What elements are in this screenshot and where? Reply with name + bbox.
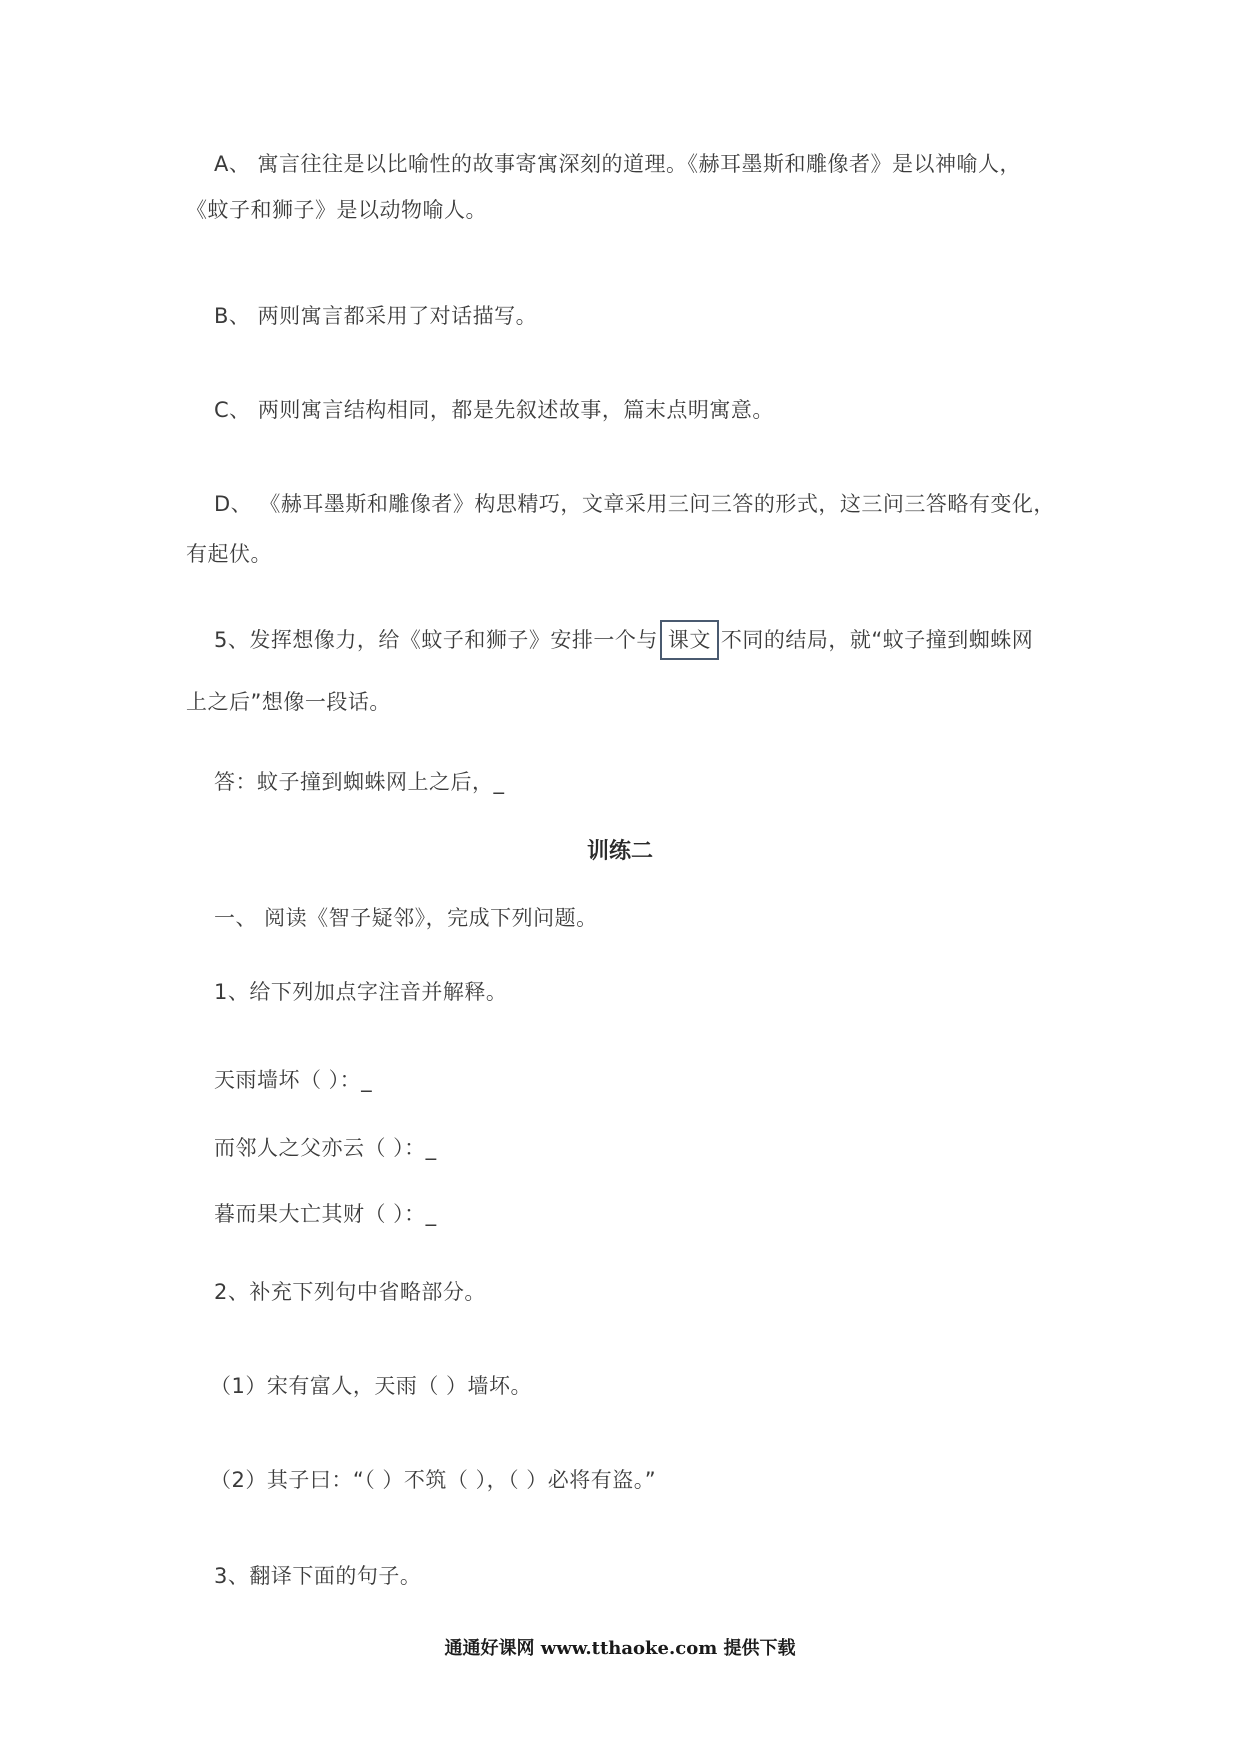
- question-2: 2、补充下列句中省略部分。: [214, 1280, 486, 1304]
- question-5-text-after: 不同的结局，就“蚊子撞到蜘蛛网: [720, 628, 1034, 652]
- section-title: 训练二: [586, 839, 653, 864]
- question-3: 3、翻译下面的句子。: [214, 1564, 422, 1588]
- option-a-line-1: A、 寓言往往是以比喻性的故事寄寓深刻的道理。《赫耳墨斯和雕像者》是以神喻人，: [214, 152, 1022, 176]
- question-5-line-1: [214, 620, 1033, 660]
- question-1-item-c: 暮而果大亡其财（ ）：_: [214, 1202, 437, 1226]
- question-2-item-1: （1）宋有富人，天雨（ ）墙坏。: [210, 1374, 533, 1398]
- section-intro: 一、 阅读《智子疑邻》，完成下列问题。: [214, 906, 598, 930]
- question-2-item-2: （2）其子曰：“（ ）不筑（ ），（ ）必将有盗。”: [210, 1468, 657, 1492]
- question-5-answer: 答：蚊子撞到蜘蛛网上之后，_: [214, 770, 505, 794]
- question-5-line-2: 上之后”想像一段话。: [186, 690, 391, 714]
- option-d-line-1: D、 《赫耳墨斯和雕像者》构思精巧，文章采用三问三答的形式，这三问三答略有变化，: [214, 492, 1055, 516]
- question-1-item-b: 而邻人之父亦云（ ）：_: [214, 1136, 437, 1160]
- option-b: B、 两则寓言都采用了对话描写。: [214, 304, 538, 328]
- boxed-word: 课文: [660, 620, 719, 660]
- option-c: C、 两则寓言结构相同，都是先叙述故事，篇末点明寓意。: [214, 398, 774, 422]
- question-1-item-a: 天雨墙坏（ ）：_: [214, 1068, 373, 1092]
- question-1: 1、给下列加点字注音并解释。: [214, 980, 508, 1004]
- option-d-line-2: 有起伏。: [186, 542, 272, 566]
- option-a-line-2: 《蚊子和狮子》是以动物喻人。: [186, 198, 487, 222]
- question-5-text-before: 5、发挥想像力，给《蚊子和狮子》安排一个与: [214, 628, 658, 652]
- page-footer: 通通好课网 www.tthaoke.com 提供下载: [444, 1638, 796, 1659]
